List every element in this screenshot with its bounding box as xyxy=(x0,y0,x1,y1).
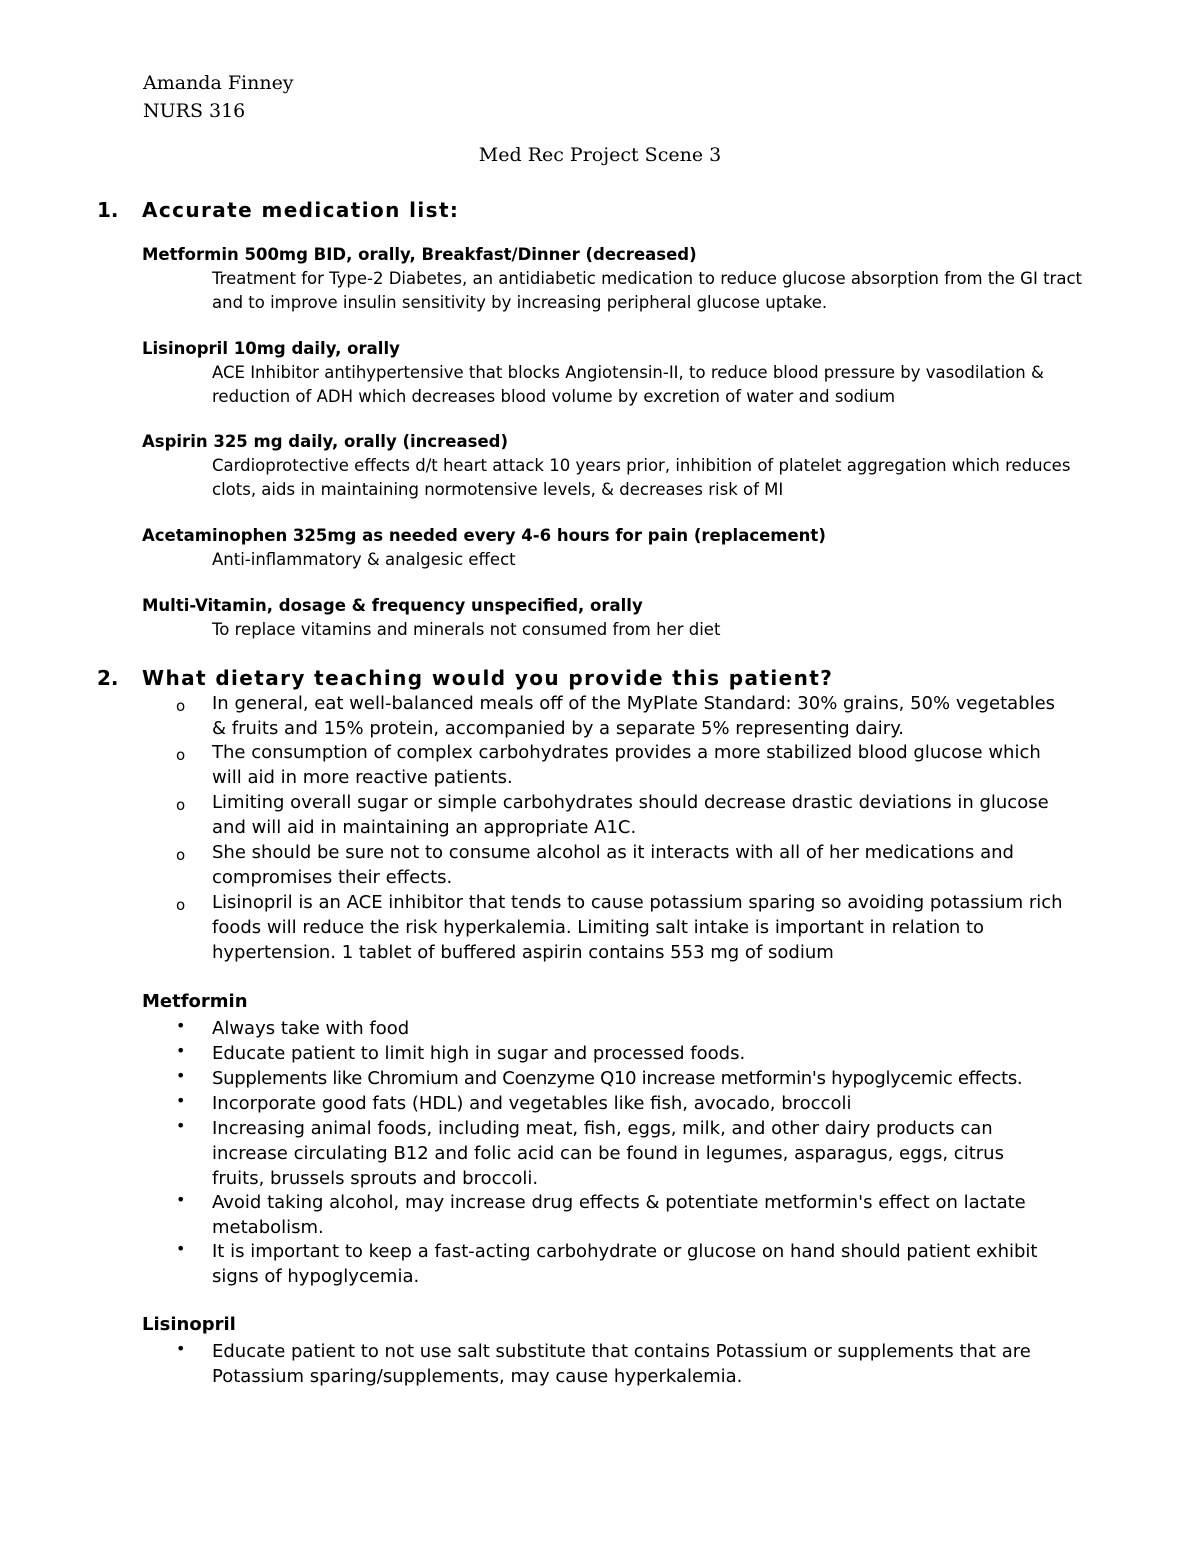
section-2-heading: What dietary teaching would you provide this patient? xyxy=(142,666,834,690)
medication-description-aspirin: Cardioprotective effects d/t heart attack 10 years prior, inhibition of platelet aggregation which reduces clots, aids in maintaining normotensive levels, & decreases risk of MI xyxy=(212,456,1071,499)
list-bullet: • xyxy=(176,1339,186,1358)
diet-point: The consumption of complex carbohydrates provides a more stabilized blood glucose which will aid in more reactive patients. xyxy=(212,742,1041,788)
metformin-point: Avoid taking alcohol, may increase drug effects & potentiate metformin's effect on lactate metabolism. xyxy=(212,1192,1026,1238)
metformin-point: Always take with food xyxy=(212,1018,410,1039)
section-2-number: 2. xyxy=(97,666,119,690)
medication-description-acetaminophen: Anti-inflammatory & analgesic effect xyxy=(212,550,516,569)
diet-point: In general, eat well-balanced meals off of the MyPlate Standard: 30% grains, 50% vegetables & fruits and 15% protein, accompanied by a separate 5% representing dairy. xyxy=(212,693,1056,739)
list-bullet: • xyxy=(176,1239,186,1258)
lisinopril-heading: Lisinopril xyxy=(142,1314,236,1335)
list-bullet: o xyxy=(176,846,186,864)
metformin-point: Increasing animal foods, including meat, fish, eggs, milk, and other dairy products can increase circulating B12 and folic acid can be found in legumes, asparagus, eggs, citrus fruits, brussels sprouts and broccoli. xyxy=(212,1118,1004,1189)
list-bullet: • xyxy=(176,1041,186,1060)
course-code: NURS 316 xyxy=(143,100,246,122)
list-bullet: o xyxy=(176,796,186,814)
metformin-point: Supplements like Chromium and Coenzyme Q10 increase metformin's hypoglycemic effects. xyxy=(212,1068,1023,1089)
medication-name-metformin: Metformin 500mg BID, orally, Breakfast/Dinner (decreased) xyxy=(142,245,697,264)
list-bullet: • xyxy=(176,1066,186,1085)
document-title: Med Rec Project Scene 3 xyxy=(478,144,722,166)
medication-name-multivitamin: Multi-Vitamin, dosage & frequency unspecified, orally xyxy=(142,596,643,615)
metformin-point: Incorporate good fats (HDL) and vegetables like fish, avocado, broccoli xyxy=(212,1093,852,1114)
medication-description-metformin: Treatment for Type-2 Diabetes, an antidiabetic medication to reduce glucose absorption from the GI tract and to improve insulin sensitivity by increasing peripheral glucose uptake. xyxy=(212,269,1082,312)
medication-description-multivitamin: To replace vitamins and minerals not consumed from her diet xyxy=(212,620,721,639)
list-bullet: o xyxy=(176,896,186,914)
diet-point: She should be sure not to consume alcohol as it interacts with all of her medications and compromises their effects. xyxy=(212,842,1014,888)
list-bullet: o xyxy=(176,746,186,764)
medication-name-aspirin: Aspirin 325 mg daily, orally (increased) xyxy=(142,432,508,451)
diet-point: Lisinopril is an ACE inhibitor that tends to cause potassium sparing so avoiding potassium rich foods will reduce the risk hyperkalemia. Limiting salt intake is important in relation to hypertension. 1 tablet of buffered aspirin contains 553 mg of sodium xyxy=(212,892,1063,963)
list-bullet: o xyxy=(176,697,186,715)
section-1-number: 1. xyxy=(97,198,119,222)
diet-point: Limiting overall sugar or simple carbohydrates should decrease drastic deviations in glucose and will aid in maintaining an appropriate A1C. xyxy=(212,792,1049,838)
author-name: Amanda Finney xyxy=(143,72,294,94)
metformin-point: It is important to keep a fast-acting carbohydrate or glucose on hand should patient exhibit signs of hypoglycemia. xyxy=(212,1241,1038,1287)
lisinopril-point: Educate patient to not use salt substitute that contains Potassium or supplements that are Potassium sparing/supplements, may cause hyperkalemia. xyxy=(212,1341,1031,1387)
list-bullet: • xyxy=(176,1091,186,1110)
section-1-heading: Accurate medication list: xyxy=(142,198,460,222)
list-bullet: • xyxy=(176,1016,186,1035)
list-bullet: • xyxy=(176,1190,186,1209)
list-bullet: • xyxy=(176,1116,186,1135)
metformin-point: Educate patient to limit high in sugar and processed foods. xyxy=(212,1043,746,1064)
medication-name-acetaminophen: Acetaminophen 325mg as needed every 4-6 hours for pain (replacement) xyxy=(142,526,826,545)
medication-name-lisinopril: Lisinopril 10mg daily, orally xyxy=(142,339,400,358)
metformin-heading: Metformin xyxy=(142,991,248,1012)
medication-description-lisinopril: ACE Inhibitor antihypertensive that blocks Angiotensin-II, to reduce blood pressure by vasodilation & reduction of ADH which decreases blood volume by excretion of water and sodium xyxy=(212,363,1044,406)
